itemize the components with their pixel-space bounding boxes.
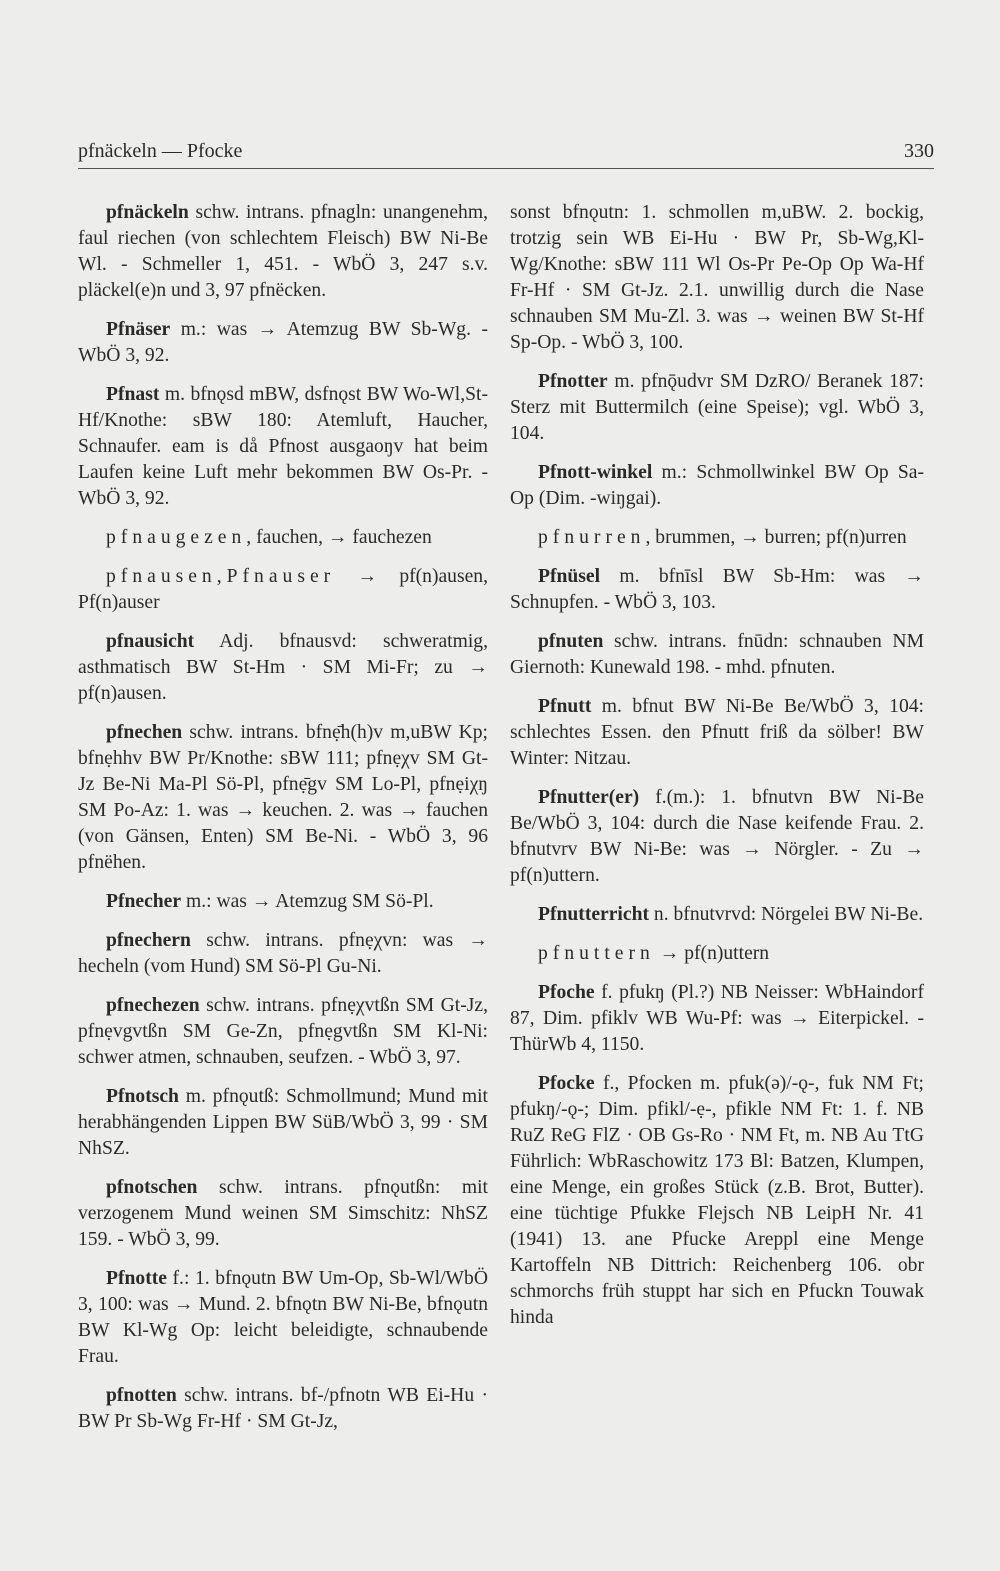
entry-text: , fauchen, → fauchezen — [246, 527, 432, 548]
dictionary-entry — [78, 889, 488, 915]
dictionary-entry — [510, 369, 924, 447]
entry-text: m. bfnīsl BW Sb-Hm: was → Schnupfen. - WbÖ 3, 103. — [510, 566, 924, 613]
entry-text: schw. intrans. pfnǫutßn: mit verzogenem Mund weinen SM Simschitz: NhSZ 159. - WbÖ 3, 99. — [78, 1177, 489, 1250]
dictionary-entry — [78, 200, 488, 304]
dictionary-entry — [78, 928, 488, 980]
entry-headword: Pfnotter — [538, 371, 608, 392]
entry-text: m. bfnǫsd mBW, dsfnǫst BW Wo-Wl,St-Hf/Knothe: sBW 180: Atemluft, Haucher, Schnaufer. eam is då Pfnost ausgaoŋv hat beim Laufen keine Luft mehr bekommen BW Os-Pr. - WbÖ 3, 92. — [78, 384, 488, 509]
entry-text: m.: was → Atemzug BW Sb-Wg. - WbÖ 3, 92. — [78, 319, 488, 366]
entry-headword: pfnuttern — [538, 943, 655, 964]
entry-headword: Pfnast — [106, 384, 160, 405]
dictionary-entry — [510, 785, 924, 889]
right-column — [510, 200, 924, 1344]
entry-headword: pfnechen — [106, 722, 183, 743]
entry-text: f.(m.): 1. bfnutvn BW Ni-Be Be/WbÖ 3, 104: durch die Nase keifende Frau. 2. bfnutvrv BW Ni-Be: was → Nörgler. - Zu → pf(n)uttern. — [510, 787, 925, 886]
entry-text: m.: was → Atemzug SM Sö-Pl. — [185, 891, 434, 912]
entry-text: m. pfnǫutß: Schmollmund; Mund mit herabhängenden Lippen BW SüB/WbÖ 3, 99 · SM NhSZ. — [78, 1086, 488, 1159]
dictionary-entry — [510, 525, 924, 551]
entry-headword: Pfnotsch — [106, 1086, 179, 1107]
dictionary-entry — [510, 902, 924, 928]
entry-text: Adj. bfnausvd: schweratmig, asthmatisch BW St-Hm · SM Mi-Fr; zu → pf(n)ausen. — [78, 631, 488, 704]
dictionary-entry — [78, 1084, 488, 1162]
entry-text: f. pfukŋ (Pl.?) NB Neisser: WbHaindorf 87, Dim. pfiklv WB Wu-Pf: was → Eiterpickel. - ThürWb 4, 1150. — [510, 982, 924, 1055]
dictionary-entry — [78, 525, 488, 551]
entry-headword: Pfnäser — [106, 319, 171, 340]
entry-text: sonst bfnǫutn: 1. schmollen m,uBW. 2. bockig, trotzig sein WB Ei-Hu · BW Pr, Sb-Wg,Kl-Wg/Knothe: sBW 111 Wl Os-Pr Pe-Op Op Wa-Hf Fr-Hf · SM Gt-Jz. 2.1. unwillig durch die Nase schnauben SM Mu-Zl. 3. was → weinen BW St-Hf Sp-Op. - WbÖ 3, 100. — [510, 202, 924, 353]
entry-headword: pfnausicht — [106, 631, 195, 652]
entry-headword: pfnechezen — [106, 995, 200, 1016]
entry-headword: Pfnotte — [106, 1268, 167, 1289]
entry-headword: pfnotschen — [106, 1177, 198, 1198]
entry-text: m. pfnǭudvr SM DzRO/ Beranek 187: Sterz mit Buttermilch (eine Speise); vgl. WbÖ 3, 104. — [510, 371, 924, 444]
entry-text: → pf(n)ausen, Pf(n)auser — [78, 566, 488, 613]
dictionary-entry — [510, 941, 924, 967]
entry-headword: Pfnott-winkel — [538, 462, 653, 483]
dictionary-entry — [78, 1383, 488, 1435]
entry-text: schw. intrans. pfnẹχvtßn SM Gt-Jz, pfnẹvgvtßn SM Ge-Zn, pfnẹgvtßn SM Kl-Ni: schwer atmen, schnauben, seufzen. - WbÖ 3, 97. — [78, 995, 488, 1068]
dictionary-entry — [78, 1175, 488, 1253]
dictionary-entry — [78, 317, 488, 369]
running-head: pfnäckeln — Pfocke — [78, 140, 243, 162]
dictionary-entry — [78, 382, 488, 512]
dictionary-entry — [510, 460, 924, 512]
entry-text: , brummen, → burren; pf(n)urren — [645, 527, 907, 548]
entry-headword: Pfoche — [538, 982, 595, 1003]
dictionary-entry — [78, 1266, 488, 1370]
entry-text: f.: 1. bfnǫutn BW Um-Op, Sb-Wl/WbÖ 3, 100: was → Mund. 2. bfnǫtn BW Ni-Be, bfnǫutn BW Kl-Wg Op: leicht beleidigte, schnaubende Frau. — [78, 1268, 488, 1367]
dictionary-entry — [78, 993, 488, 1071]
entry-headword: pfnuten — [538, 631, 604, 652]
entry-text: m.: Schmollwinkel BW Op Sa-Op (Dim. -wiŋgai). — [510, 462, 924, 509]
dictionary-entry — [510, 564, 924, 616]
entry-text: m. bfnut BW Ni-Be Be/WbÖ 3, 104: schlechtes Essen. den Pfnutt friß da sölber! BW Winter: Nitzau. — [510, 696, 924, 769]
entry-text: schw. intrans. pfnagln: unangenehm, faul riechen (von schlechtem Fleisch) BW Ni-Be Wl. - Schmeller 1, 451. - WbÖ 3, 247 s.v. pläckel(e)n und 3, 97 pfnëcken. — [78, 202, 488, 301]
dictionary-entry — [510, 694, 924, 772]
dictionary-entry — [510, 200, 924, 356]
dictionary-entry — [78, 720, 488, 876]
entry-headword: pfnaugezen — [106, 527, 247, 548]
entry-headword: Pfnüsel — [538, 566, 601, 587]
dictionary-entry — [78, 564, 488, 616]
entry-headword: Pfnutterricht — [538, 904, 649, 925]
entry-headword: Pfnecher — [106, 891, 182, 912]
left-column — [78, 200, 488, 1448]
entry-headword: pfnausen,Pfnauser — [106, 566, 336, 587]
entry-headword: Pfnutter(er) — [538, 787, 640, 808]
entry-text: schw. intrans. fnūdn: schnauben NM Giernoth: Kunewald 198. - mhd. pfnuten. — [510, 631, 924, 678]
entry-headword: Pfocke — [538, 1073, 595, 1094]
entry-headword: Pfnutt — [538, 696, 592, 717]
dictionary-entry — [510, 1071, 924, 1331]
entry-text: n. bfnutvrvd: Nörgelei BW Ni-Be. — [653, 904, 924, 925]
entry-headword: pfnäckeln — [106, 202, 189, 223]
page-number: 330 — [904, 140, 934, 162]
entry-text: schw. intrans. bf-/pfnotn WB Ei-Hu · BW Pr Sb-Wg Fr-Hf · SM Gt-Jz, — [78, 1385, 488, 1432]
dictionary-entry — [78, 629, 488, 707]
entry-headword: pfnotten — [106, 1385, 177, 1406]
entry-text: → pf(n)uttern — [654, 943, 770, 964]
entry-text: schw. intrans. pfnẹχvn: was → hecheln (vom Hund) SM Sö-Pl Gu-Ni. — [78, 930, 488, 977]
dictionary-entry — [510, 980, 924, 1058]
entry-headword: pfnechern — [106, 930, 191, 951]
entry-headword: pfnurren — [538, 527, 646, 548]
dictionary-entry — [510, 629, 924, 681]
entry-text: schw. intrans. bfnẹ̄h(h)v m,uBW Kp; bfnẹhhv BW Pr/Knothe: sBW 111; pfnẹχv SM Gt-Jz Be-Ni Ma-Pl Sö-Pl, pfnẹ̄gv SM Lo-Pl, pfnẹiχŋ SM Po-Az: 1. was → keuchen. 2. was → fauchen (von Gänsen, Enten) SM Be-Ni. - WbÖ 3, 96 pfnëhen. — [78, 722, 488, 873]
entry-text: f., Pfocken m. pfuk(ə)/-ǫ-, fuk NM Ft; pfukŋ/-ǫ-; Dim. pfikl/-ẹ-, pfikle NM Ft: 1. f. NB RuZ ReG FlZ · OB Gs-Ro · NM Ft, m. NB Au TtG Führlich: WbRaschowitz 173 Bl: Batzen, Klumpen, eine Menge, ein großes Stück (z.B. Brot, Butter). eine tüchtige Pfukke Flejsch NB LeipH Nr. 41 (1941) 13. ane Pfucke Areppl eine Menge Kartoffeln NB Dittrich: Reichenberg 106. obr schmorchs früh stuppt har sich en Pfuckn Touwak hinda — [510, 1073, 924, 1328]
page-header — [78, 138, 934, 169]
